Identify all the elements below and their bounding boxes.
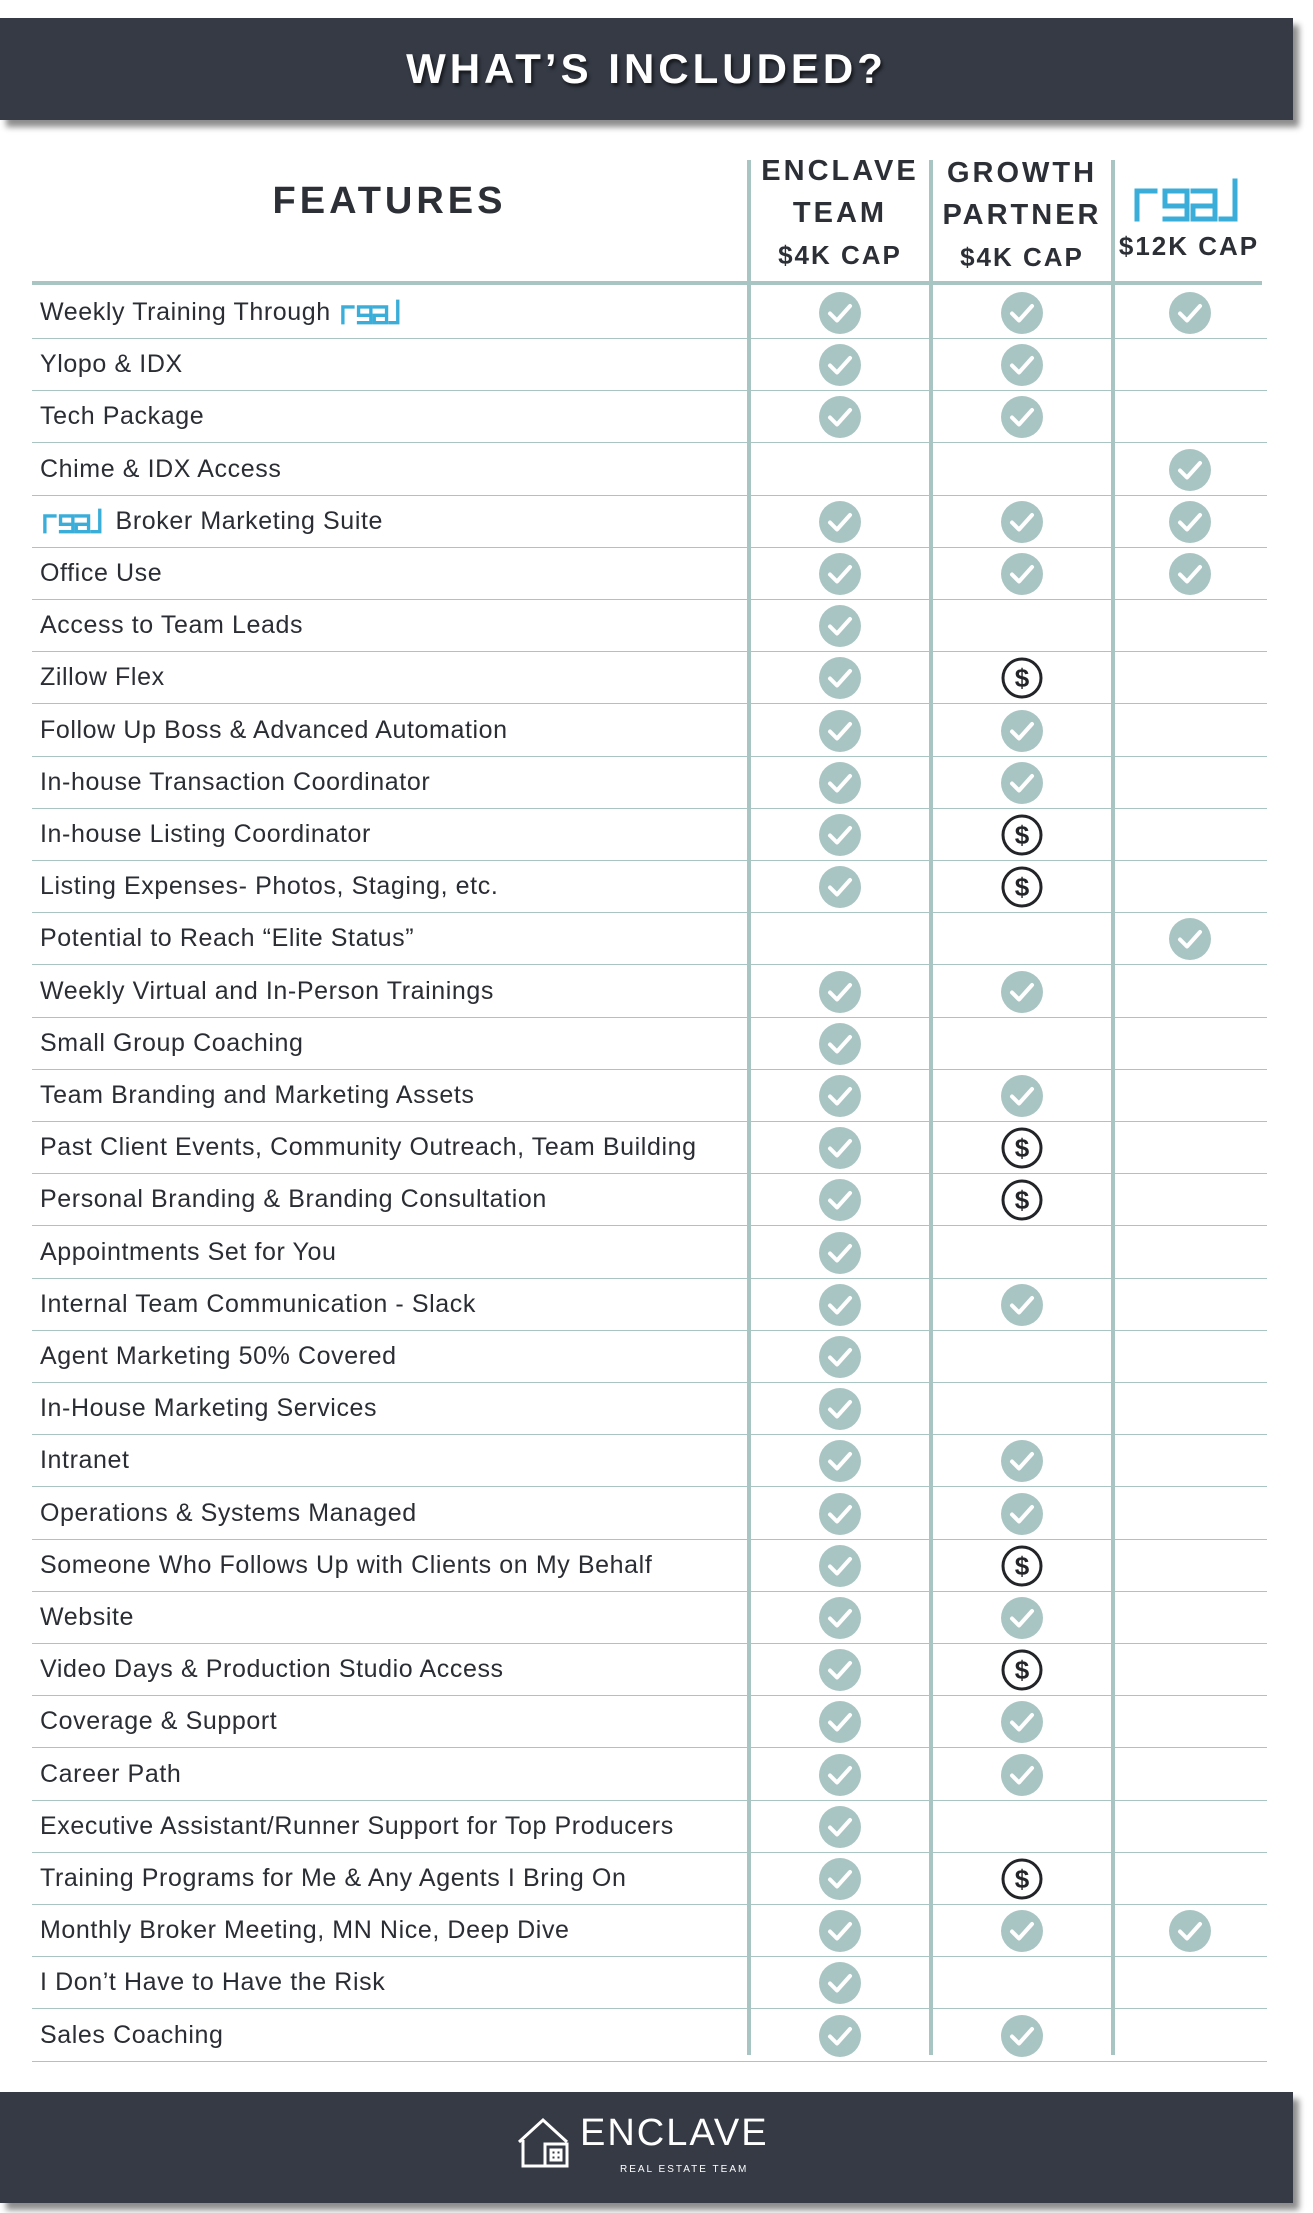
table-row (32, 1070, 1267, 1122)
header-banner (0, 18, 1293, 120)
feature-label (40, 966, 494, 1016)
real-logo (338, 298, 406, 326)
svg-text:$: $ (1014, 1550, 1030, 1581)
feature-label (40, 1540, 652, 1590)
feature-text: Potential to Reach “Elite Status” (40, 924, 415, 953)
table-row (32, 809, 1267, 861)
column-header-enclave-team (749, 150, 931, 276)
feature-label (40, 1644, 504, 1694)
check-icon (819, 344, 861, 386)
feature-text: Access to Team Leads (40, 611, 304, 640)
feature-label (40, 757, 430, 807)
column-name-line1: ENCLAVE (761, 155, 919, 187)
column-name-line1: GROWTH (946, 157, 1098, 189)
feature-text: Chime & IDX Access (40, 454, 282, 483)
header-divider (32, 281, 1262, 285)
check-icon (819, 971, 861, 1013)
feature-text: Zillow Flex (40, 663, 165, 692)
feature-text: Broker Marketing Suite (115, 506, 384, 535)
feature-label (40, 1435, 130, 1485)
check-icon (819, 657, 861, 699)
table-row (32, 861, 1267, 913)
column-name-line2: PARTNER (942, 199, 1102, 231)
check-icon (819, 1493, 861, 1535)
feature-text: Team Branding and Marketing Assets (40, 1081, 475, 1109)
column-cap: $12K CAP (1118, 231, 1260, 261)
svg-text:$: $ (1014, 1655, 1030, 1686)
feature-text: Tech Package (40, 402, 205, 431)
check-icon (1001, 2015, 1043, 2057)
table-row (32, 287, 1267, 339)
feature-text: Video Days & Production Studio Access (40, 1655, 504, 1684)
feature-text: In-house Transaction Coordinator (40, 767, 431, 796)
feature-label (40, 287, 406, 337)
table-row (32, 600, 1267, 652)
check-icon (819, 1649, 861, 1691)
table-row (32, 1279, 1267, 1331)
feature-label (40, 1592, 134, 1642)
check-icon (819, 762, 861, 804)
feature-text: Past Client Events, Community Outreach, Team Building (40, 1133, 697, 1162)
check-icon (819, 814, 861, 856)
table-row (32, 1905, 1267, 1957)
table-row (32, 913, 1267, 965)
feature-text: Sales Coaching (40, 2020, 224, 2049)
table-row (32, 391, 1267, 443)
feature-text: Monthly Broker Meeting, MN Nice, Deep Dive (40, 1916, 570, 1945)
check-icon (1001, 710, 1043, 752)
dollar-icon (1001, 1858, 1043, 1900)
check-icon (1001, 1701, 1043, 1743)
check-icon (819, 1701, 861, 1743)
check-icon (819, 1962, 861, 2004)
check-icon (1169, 918, 1211, 960)
check-icon (1001, 344, 1043, 386)
check-icon (1169, 1910, 1211, 1952)
check-icon (819, 1806, 861, 1848)
feature-text: Ylopo & IDX (40, 350, 183, 379)
check-icon (819, 1858, 861, 1900)
table-row (32, 1435, 1267, 1487)
feature-text: Someone Who Follows Up with Clients on My Behalf (40, 1550, 653, 1579)
table-row (32, 1696, 1267, 1748)
table-row (32, 757, 1267, 809)
table-row (32, 1331, 1267, 1383)
feature-text: Small Group Coaching (40, 1028, 304, 1057)
feature-label (40, 1696, 277, 1746)
feature-label (40, 705, 508, 755)
dollar-icon (1001, 657, 1043, 699)
table-row (32, 339, 1267, 391)
feature-text: Operations & Systems Managed (40, 1498, 417, 1527)
check-icon (819, 1440, 861, 1482)
feature-label (40, 339, 183, 389)
table-row (32, 1957, 1267, 2009)
feature-label (40, 1070, 475, 1120)
feature-label (40, 1749, 181, 1799)
svg-text:$: $ (1014, 872, 1030, 903)
check-icon (819, 1910, 861, 1952)
check-icon (1001, 1910, 1043, 1952)
house-icon (515, 2114, 577, 2170)
svg-text:$: $ (1014, 820, 1030, 850)
table-row (32, 1227, 1267, 1279)
feature-text: In-house Listing Coordinator (40, 820, 371, 848)
check-icon (819, 866, 861, 908)
feature-label (40, 496, 383, 546)
table-row (32, 496, 1267, 548)
feature-text: Weekly Training Through (40, 298, 331, 326)
feature-text: In-House Marketing Services (40, 1394, 378, 1423)
check-icon (819, 1388, 861, 1430)
feature-label (40, 548, 162, 598)
real-logo (1131, 175, 1247, 225)
feature-text: Listing Expenses- Photos, Staging, etc. (40, 872, 499, 901)
svg-text:$: $ (1014, 1133, 1030, 1164)
table-row (32, 1122, 1267, 1174)
dollar-icon (1001, 814, 1043, 856)
features-heading: FEATURES (272, 180, 507, 222)
feature-text: Weekly Virtual and In-Person Trainings (40, 976, 495, 1005)
check-icon (819, 501, 861, 543)
check-icon (819, 1179, 861, 1221)
check-icon (1001, 1754, 1043, 1796)
table-row (32, 1018, 1267, 1070)
table-row (32, 1592, 1267, 1644)
column-name-line2: TEAM (792, 197, 888, 229)
check-icon (819, 1284, 861, 1326)
dollar-icon (1001, 1179, 1043, 1221)
dollar-icon (1001, 1545, 1043, 1587)
feature-text: Executive Assistant/Runner Support for Top Producers (40, 1811, 674, 1840)
table-row (32, 1383, 1267, 1435)
table-row (32, 1749, 1267, 1801)
table-row (32, 1174, 1267, 1226)
check-icon (1169, 292, 1211, 334)
feature-label (40, 1331, 397, 1381)
feature-label (40, 809, 371, 859)
check-icon (1001, 1597, 1043, 1639)
check-icon (819, 1127, 861, 1169)
footer-banner (0, 2092, 1293, 2203)
table-row (32, 2010, 1267, 2062)
check-icon (819, 1597, 861, 1639)
check-icon (1001, 396, 1043, 438)
table-row (32, 966, 1267, 1018)
check-icon (1001, 553, 1043, 595)
check-icon (819, 292, 861, 334)
feature-label (40, 1174, 547, 1224)
table-row (32, 1853, 1267, 1905)
enclave-logo (0, 2112, 1293, 2182)
check-icon (819, 396, 861, 438)
check-icon (1001, 292, 1043, 334)
check-icon (1001, 762, 1043, 804)
feature-text: Office Use (40, 559, 163, 587)
feature-label (40, 1957, 385, 2007)
feature-text: Career Path (40, 1759, 182, 1788)
table-row (32, 548, 1267, 600)
feature-label (40, 913, 414, 963)
table-row (32, 1540, 1267, 1592)
footer-tagline: REAL ESTATE TEAM (620, 2164, 749, 2175)
feature-text: Website (40, 1603, 135, 1631)
dollar-icon (1001, 1649, 1043, 1691)
feature-label (40, 1905, 570, 1955)
check-icon (819, 1023, 861, 1065)
check-icon (819, 710, 861, 752)
check-icon (819, 2015, 861, 2057)
table-row (32, 444, 1267, 496)
check-icon (1001, 971, 1043, 1013)
check-icon (1001, 1075, 1043, 1117)
feature-label (40, 600, 303, 650)
check-icon (1001, 1440, 1043, 1482)
feature-label (40, 1488, 417, 1538)
svg-text:$: $ (1014, 1864, 1030, 1894)
feature-text: Training Programs for Me & Any Agents I Bring On (40, 1864, 627, 1892)
table-row (32, 705, 1267, 757)
check-icon (1001, 1284, 1043, 1326)
feature-text: Appointments Set for You (40, 1237, 337, 1266)
feature-text: I Don’t Have to Have the Risk (40, 1968, 386, 1997)
check-icon (819, 1336, 861, 1378)
check-icon (819, 605, 861, 647)
real-logo (40, 507, 108, 535)
check-icon (819, 553, 861, 595)
feature-label (40, 1383, 377, 1433)
footer-brand: ENCLAVE (580, 2112, 769, 2154)
table-row (32, 1644, 1267, 1696)
column-header-growth-partner (931, 152, 1113, 278)
check-icon (1001, 501, 1043, 543)
feature-text: Agent Marketing 50% Covered (40, 1342, 397, 1370)
feature-text: Internal Team Communication - Slack (40, 1289, 476, 1318)
check-icon (819, 1232, 861, 1274)
feature-text: Coverage & Support (40, 1707, 278, 1736)
check-icon (1169, 553, 1211, 595)
check-icon (819, 1545, 861, 1587)
check-icon (819, 1754, 861, 1796)
check-icon (1001, 1493, 1043, 1535)
dollar-icon (1001, 1127, 1043, 1169)
table-row (32, 1801, 1267, 1853)
column-cap: $4K CAP (778, 240, 902, 270)
column-header-real (1113, 175, 1265, 267)
feature-text: Follow Up Boss & Advanced Automation (40, 715, 508, 744)
feature-label (40, 1122, 697, 1172)
feature-label (40, 1853, 626, 1903)
feature-label (40, 1279, 476, 1329)
feature-text: Personal Branding & Branding Consultation (40, 1185, 547, 1214)
feature-label (40, 861, 498, 911)
check-icon (819, 1075, 861, 1117)
feature-label (40, 2010, 224, 2060)
table-row (32, 1488, 1267, 1540)
feature-text: Intranet (40, 1446, 130, 1475)
check-icon (1169, 501, 1211, 543)
dollar-icon (1001, 866, 1043, 908)
feature-label (40, 1801, 674, 1851)
feature-label (40, 444, 281, 494)
feature-label (40, 391, 204, 441)
svg-text:$: $ (1014, 1185, 1030, 1216)
column-cap: $4K CAP (960, 242, 1084, 272)
svg-text:$: $ (1014, 663, 1030, 694)
page-title: WHAT’S INCLUDED? (406, 45, 887, 92)
feature-label (40, 1018, 304, 1068)
table-row (32, 652, 1267, 704)
check-icon (1169, 449, 1211, 491)
feature-label (40, 1227, 337, 1277)
feature-label (40, 652, 165, 702)
